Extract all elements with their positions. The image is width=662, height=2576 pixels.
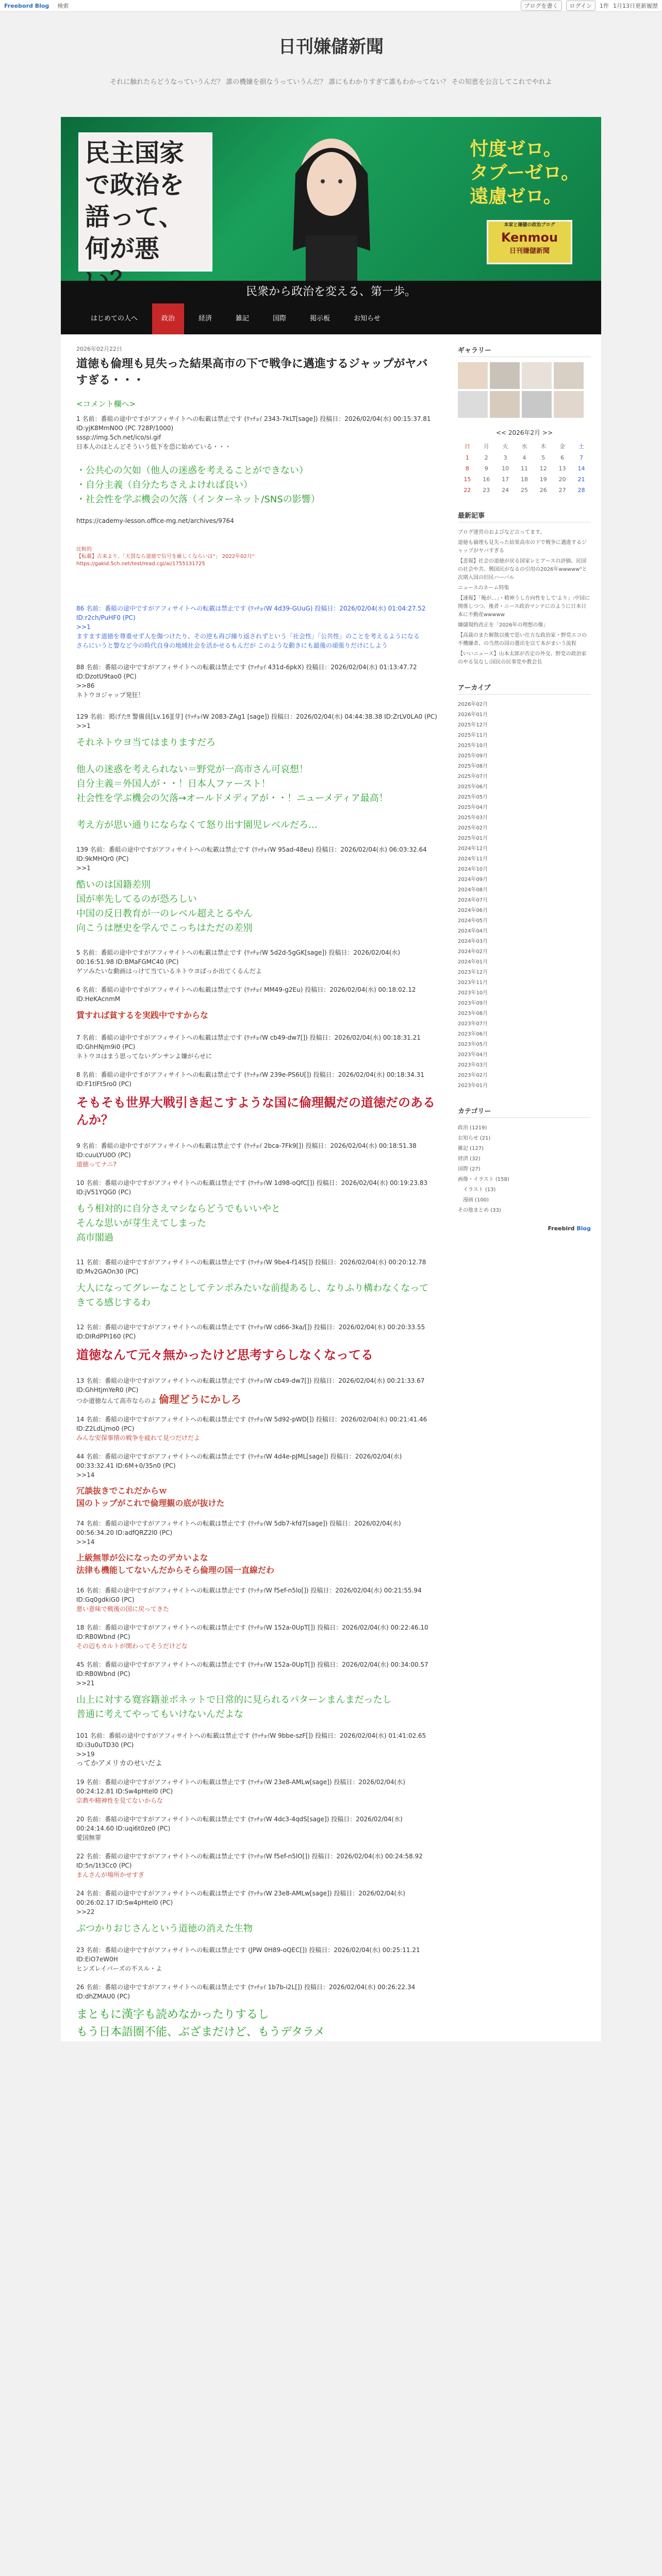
calendar-week bbox=[458, 485, 591, 496]
post-body-1 bbox=[76, 414, 437, 451]
gallery-thumb[interactable] bbox=[490, 362, 520, 389]
res-header: 23 名前：番組の途中ですがアフィサイトへの転載は禁止です (JPW 0H89-oQEC[]) 投稿日：2026/02/04(水) 00:25:11.21 ID:EiO7eW0H bbox=[76, 1946, 420, 1963]
calendar-day[interactable]: 28 bbox=[577, 487, 585, 494]
calendar-day[interactable]: 17 bbox=[502, 476, 509, 483]
archive-link[interactable]: 2023年06月 bbox=[458, 1031, 488, 1037]
sidebar bbox=[453, 345, 601, 2041]
archive-link[interactable]: 2024年05月 bbox=[458, 918, 488, 924]
res-text: 道徳ってナニ? bbox=[76, 1161, 117, 1168]
weekday-label: 火 bbox=[502, 443, 508, 450]
res-header: 9 名前：番組の途中ですがアフィサイトへの転載は禁止です (ﾜｯﾁｮｲ 2bca-7Fk9[]) 投稿日：2026/02/04(水) 00:18:51.38 ID:cuuLYU0O (PC) bbox=[76, 1142, 417, 1159]
calendar-day[interactable]: 1 bbox=[465, 454, 469, 461]
res-26 bbox=[76, 1982, 437, 2001]
header-banner[interactable] bbox=[61, 117, 601, 303]
category-link[interactable]: その他まとめ (33) bbox=[458, 1208, 501, 1213]
res-text: 冗談抜きでこれだからｗ bbox=[76, 1486, 168, 1496]
banner-tagline bbox=[470, 138, 580, 209]
res-header: 16 名前：番組の途中ですがアフィサイトへの転載は禁止です (ﾜｯﾁｮｲW f5ef-n5lo[]) 投稿日：2026/02/04(水) 00:21:55.94 ID:Gq0gdkiG0 (PC) bbox=[76, 1587, 422, 1603]
category-link[interactable]: 経済 (32) bbox=[458, 1156, 481, 1162]
archive-link[interactable]: 2023年01月 bbox=[458, 1083, 488, 1089]
res-text: 上級無罪が公になったのデカいよな bbox=[76, 1553, 208, 1563]
calendar-day[interactable]: 8 bbox=[465, 465, 469, 472]
archive-link[interactable]: 2025年09月 bbox=[458, 753, 488, 759]
res-text: 普通に考えてやってもいけないんだよな bbox=[76, 1709, 243, 1720]
bullet-item: ・公共心の欠如（他人の迷惑を考えることができない） bbox=[76, 465, 308, 476]
kenmou-paper: 日刊嫌儲新聞 bbox=[509, 247, 550, 255]
search-link[interactable]: 検索 bbox=[57, 3, 69, 9]
bullet-list bbox=[76, 464, 437, 507]
archive-link[interactable]: 2025年07月 bbox=[458, 774, 488, 779]
category-link[interactable]: 国際 (27) bbox=[458, 1166, 481, 1172]
comment-link[interactable]: <コメント欄へ> bbox=[76, 399, 136, 409]
calendar-day[interactable]: 6 bbox=[560, 454, 565, 461]
calendar-day[interactable]: 11 bbox=[520, 465, 528, 472]
res-anchor[interactable]: >>1 bbox=[76, 865, 91, 872]
gallery-thumb[interactable] bbox=[490, 391, 520, 418]
site-description: それに触れたらどうなっていうんだ？ 誰の機嫌を損なうっていうんだ？ 誰にもわかりすぎて誰もわかってない？ その知恵を公言してこれでやれよ bbox=[110, 78, 552, 86]
bullet-item: ・自分主義（自分たちさえよければ良い） bbox=[76, 480, 253, 490]
calendar-week bbox=[458, 452, 591, 463]
res-101 bbox=[76, 1731, 437, 1768]
res-10 bbox=[76, 1178, 437, 1197]
recent-post-link[interactable]: 道徳も倫理も見失った結果高市の下で戦争に邁進するジャップがヤバすぎる bbox=[458, 540, 587, 554]
recent-post-link[interactable]: 【いいニュース】山本太郎が否定の外交、野党の政治家のやる気なし:国民の民事党や教会長 bbox=[458, 651, 587, 665]
res-anchor[interactable]: >>21 bbox=[76, 1680, 95, 1687]
archive-link[interactable]: 2023年02月 bbox=[458, 1073, 488, 1078]
notification-count[interactable]: 1件 bbox=[600, 3, 609, 9]
res-text: 他人の迷惑を考えられない＝野党が一高市さん可哀想！ bbox=[76, 764, 308, 775]
res-anchor[interactable]: >>14 bbox=[76, 1471, 95, 1479]
site-title[interactable]: 日刊嫌儲新聞 bbox=[278, 37, 384, 57]
res-text: ネトウヨジャップ発狂！ bbox=[76, 691, 144, 699]
archive-link[interactable]: 2025年12月 bbox=[458, 722, 488, 728]
calendar-day[interactable]: 19 bbox=[539, 476, 547, 483]
res-text: 社会性を学ぶ機会の欠落→オールドメディアが・・！ニューメディア最高！ bbox=[76, 793, 388, 804]
res-header: 13 名前：番組の途中ですがアフィサイトへの転載は禁止です (ﾜｯﾁｮｲW cb49-dw7[]) 投稿日：2026/02/04(水) 00:21:33.67 ID:GhHtjmYeR0 (PC) bbox=[76, 1377, 425, 1394]
res-text: 悪い意味で戦後の国に戻ってきた bbox=[76, 1605, 170, 1613]
archive-link[interactable]: 2024年04月 bbox=[458, 928, 488, 934]
calendar-day[interactable]: 3 bbox=[503, 454, 507, 461]
archive-link[interactable]: 2024年07月 bbox=[458, 897, 488, 903]
recent-post-link[interactable]: 【速報】「俺が…」・精神うし方向性をして'より」:中国に関係しつつ、後者・ニース政治マンテにのように日本日本に不動産wwwww bbox=[458, 596, 590, 618]
res-74 bbox=[76, 1519, 437, 1547]
res-44-body bbox=[76, 1485, 437, 1510]
category-link[interactable]: 画像・イラスト (158) bbox=[458, 1177, 509, 1182]
calendar-day[interactable]: 15 bbox=[464, 476, 471, 483]
quote-text: 【転載】古来より、「天罰なら道徳で信号を厳しくならいは"」 2022年02月" bbox=[76, 554, 255, 560]
quote-block bbox=[76, 546, 437, 568]
kenmou-name: Kenmou bbox=[501, 230, 558, 245]
res-12 bbox=[76, 1323, 437, 1341]
weekday-label: 金 bbox=[559, 443, 566, 450]
calendar-nav[interactable]: << 2026年2月 >> bbox=[495, 429, 553, 436]
archive-link[interactable]: 2024年08月 bbox=[458, 887, 488, 893]
archive-section bbox=[458, 682, 591, 1091]
calendar-day[interactable]: 2 bbox=[484, 454, 488, 461]
gallery-thumb[interactable] bbox=[458, 391, 488, 418]
res-text: ってかアメリカのせいだよ bbox=[76, 1759, 163, 1768]
res-45 bbox=[76, 1660, 437, 1688]
res-anchor[interactable]: >>1 bbox=[76, 623, 91, 631]
category-list bbox=[458, 1123, 591, 1216]
res-text: まともに漢字も読めなかったりするし bbox=[76, 2008, 270, 2021]
res-text: 法律も機能してないんだからそら倫理の国一直線だわ bbox=[76, 1565, 275, 1575]
archive-list bbox=[458, 700, 591, 1091]
res-14 bbox=[76, 1415, 437, 1443]
res-header: 86 名前：番組の途中ですがアフィサイトへの転載は禁止です (ﾜｯﾁｮｲW 4d39-GUuG) 投稿日：2026/02/04(水) 01:04:27.52 ID:r2ch/PuHF0 (PC) bbox=[76, 605, 426, 621]
category-section bbox=[458, 1106, 591, 1216]
kenmou-badge bbox=[487, 220, 572, 264]
res-header: 12 名前：番組の途中ですがアフィサイトへの転載は禁止です (ﾜｯﾁｮｲW cd66-3ka/[]) 投稿日：2026/02/04(水) 00:20:33.55 ID:DIRdPPI160 (PC) bbox=[76, 1324, 425, 1340]
nav-item-economy[interactable]: 経済 bbox=[198, 315, 212, 323]
res-129-body bbox=[76, 736, 437, 833]
kenmou-subtitle: 本家と嫌儲の政治ブログ bbox=[504, 223, 555, 228]
recent-post-link[interactable]: 嫌儲規約改正を「2026年の理想の像」 bbox=[458, 622, 549, 628]
archive-link[interactable]: 2025年05月 bbox=[458, 794, 488, 800]
res-5 bbox=[76, 948, 437, 976]
archive-link[interactable]: 2024年03月 bbox=[458, 939, 488, 944]
res-header: 8 名前：番組の途中ですがアフィサイトへの転載は禁止です (ﾜｯﾁｮｲW 239e-PS6U[]) 投稿日：2026/02/04(水) 00:18:34.31 ID:F1tlFt5ro0 (PC) bbox=[76, 1071, 424, 1088]
res-anchor[interactable]: >>22 bbox=[76, 1908, 95, 1916]
res-header: 74 名前：番組の途中ですがアフィサイトへの転載は禁止です (ﾜｯﾁｮｲW 5db7-kfd7[sage]) 投稿日：2026/02/04(水) 00:56:34.20 ID:adfQRZ2l0 (PC) bbox=[76, 1520, 401, 1536]
category-link[interactable]: お知らせ (21) bbox=[458, 1136, 491, 1141]
res-text: 国のトップがこれで倫理観の底が抜けた bbox=[76, 1498, 225, 1508]
res-header: 20 名前：番組の途中ですがアフィサイトへの転載は禁止です (ﾜｯﾁｮｲW 4dc3-4qdS[sage]) 投稿日：2026/02/04(水) 00:24:14.60 ID:uqi6t0ze0 (PC) bbox=[76, 1816, 403, 1832]
calendar-day[interactable]: 16 bbox=[483, 476, 490, 483]
character-illustration bbox=[246, 117, 417, 287]
archive-link[interactable]: 2026年02月 bbox=[458, 702, 488, 707]
calendar-week bbox=[458, 463, 591, 474]
res-anchor[interactable]: >>19 bbox=[76, 1751, 95, 1758]
res-text: 酷いのは国籍差別 bbox=[76, 879, 151, 890]
nav-item-international[interactable]: 国際 bbox=[273, 315, 287, 323]
res-74-body bbox=[76, 1552, 437, 1577]
calendar-day[interactable]: 20 bbox=[558, 476, 566, 483]
calendar-day[interactable]: 12 bbox=[539, 465, 547, 472]
recent-post-link[interactable]: 【高裁のまた解散以後で思い仕方な政治家・野党エコの不機嫌者、の当然の国の選出を以て本がまいう流程 bbox=[458, 633, 587, 647]
weekday-label: 月 bbox=[483, 443, 489, 450]
res-header: 7 名前：番組の途中ですがアフィサイトへの転載は禁止です (ﾜｯﾁｮｲW cb49-dw7[]) 投稿日：2026/02/04(水) 00:18:31.21 ID:GhHNjm9i0 (PC) bbox=[76, 1034, 421, 1050]
res-19 bbox=[76, 1777, 437, 1805]
archive-link[interactable]: 2025年03月 bbox=[458, 815, 488, 821]
res-header: 101 名前：番組の途中ですがアフィサイトへの転載は禁止です (ﾜｯﾁｮｲW 9bbe-szF[]) 投稿日：2026/02/04(水) 01:41:02.65 ID:i3u0uTD30 (PC) bbox=[76, 1732, 426, 1749]
gallery-thumb[interactable] bbox=[458, 362, 488, 389]
res-13 bbox=[76, 1376, 437, 1405]
res-anchor[interactable]: >>1 bbox=[76, 722, 91, 730]
res-23 bbox=[76, 1945, 437, 1973]
gallery-thumb[interactable] bbox=[554, 362, 584, 389]
category-link[interactable]: 政治 (1219) bbox=[458, 1125, 487, 1131]
platform-logo[interactable]: Freebord Blog bbox=[4, 2, 49, 9]
badge-text: Freebird bbox=[548, 1225, 575, 1232]
res-text: 考え方が思い通りにならなくて怒り出す園児レベルだろ… bbox=[76, 820, 318, 831]
res-text: ネトウヨはまう思ってないグンサンよ嫌がらせに bbox=[76, 1053, 212, 1060]
res-139-body bbox=[76, 878, 437, 936]
res-header: 19 名前：番組の途中ですがアフィサイトへの転載は禁止です (ﾜｯﾁｮｲW 23e8-AMLw[sage]) 投稿日：2026/02/04(水) 00:24:12.81 ID:Sw4pHtel0 (PC) bbox=[76, 1778, 405, 1795]
archive-link[interactable]: 2025年11月 bbox=[458, 733, 488, 738]
res-text: まんさんが場所かせすぎ bbox=[76, 1871, 145, 1878]
res-text: 愛国無罪 bbox=[76, 1834, 102, 1841]
quote-link[interactable]: https://gakid.5ch.net/test/read.cgi/ai/1755131725 bbox=[76, 561, 205, 567]
article bbox=[61, 345, 453, 2041]
res-header: 5 名前：番組の途中ですがアフィサイトへの転載は禁止です (ﾜｯﾁｮｲW 5d2d-5gGK[sage]) 投稿日：2026/02/04(水) 00:16:51.98 ID:BMaFGMC40 (PC) bbox=[76, 949, 401, 965]
res-text: 賃すれば貧するを実践中ですからな bbox=[76, 1010, 209, 1020]
res-16 bbox=[76, 1586, 437, 1614]
res-7 bbox=[76, 1033, 437, 1061]
calendar-day[interactable]: 13 bbox=[558, 465, 566, 472]
archive-link[interactable]: 2023年03月 bbox=[458, 1062, 488, 1068]
res-6 bbox=[76, 985, 437, 1004]
calendar-day[interactable]: 22 bbox=[464, 487, 471, 494]
res-header: 14 名前：番組の途中ですがアフィサイトへの転載は禁止です (ﾜｯﾁｮｲW 5d92-pWD[]) 投稿日：2026/02/04(水) 00:21:41.46 ID:Z2LdLjmo0 (PC) bbox=[76, 1416, 427, 1432]
calendar-day[interactable]: 10 bbox=[502, 465, 509, 472]
res-8 bbox=[76, 1070, 437, 1089]
res-header: 139 名前：番組の途中ですがアフィサイトへの転載は禁止です (ﾜｯﾁｮｲW 95ad-48eu) 投稿日：2026/02/04(水) 06:03:32.64 ID:9kMHQr0 (PC) bbox=[76, 846, 427, 862]
res-text: もう相対的に自分さえマシならどうでもいいやと bbox=[76, 1204, 280, 1214]
category-heading: カテゴリー bbox=[458, 1106, 591, 1118]
res-header: 24 名前：番組の途中ですがアフィサイトへの転載は禁止です (ﾜｯﾁｮｲW 23e8-AMLw[sage]) 投稿日：2026/02/04(水) 00:26:02.17 ID:Sw4pHtel0 (PC) bbox=[76, 1890, 405, 1906]
weekday-label: 土 bbox=[578, 443, 585, 450]
update-notice[interactable]: 1月13日更新履歴 bbox=[613, 3, 658, 9]
res-header: 1 名前：番組の途中ですがアフィサイトへの転載は禁止です (ﾜｯﾁｮｲ 2343-7kLT[sage]) 投稿日：2026/02/04(水) 00:15:37.81 ID:yjK8MmN0O (PC 728P/1000) bbox=[76, 415, 431, 432]
res-9 bbox=[76, 1141, 437, 1169]
weekday-label: 水 bbox=[521, 443, 527, 450]
archive-link[interactable]: 2024年09月 bbox=[458, 877, 488, 883]
calendar-day[interactable]: 24 bbox=[502, 487, 509, 494]
res-text: 道徳なんて元々無かったけど思考すらしなくなってる bbox=[76, 1348, 373, 1362]
res-text: ますます道徳を尊重せず人を傷つけたり、その逆も再び繰り返されずという「社会性」「公共性」のことを考えるようになる bbox=[76, 633, 420, 640]
calendar-day[interactable]: 5 bbox=[541, 454, 545, 461]
post-title[interactable]: 道徳も倫理も見失った結果高市の下で戦争に邁進するジャップがヤバすぎる・・・ bbox=[76, 358, 428, 387]
calendar-day[interactable]: 14 bbox=[577, 465, 585, 472]
res-text: ヒンズレイパーズの不スル・よ bbox=[76, 1965, 162, 1972]
nav-item-news[interactable]: お知らせ bbox=[354, 315, 380, 323]
archive-link[interactable]: 2023年05月 bbox=[458, 1042, 488, 1047]
res-139 bbox=[76, 845, 437, 873]
archive-link[interactable]: 2025年06月 bbox=[458, 784, 488, 790]
tagline-line-2: タブーゼロ。 bbox=[470, 162, 580, 183]
res-45-body bbox=[76, 1693, 437, 1722]
archive-link[interactable]: 2024年06月 bbox=[458, 908, 488, 913]
res-text: そもそも世界大戦引き起こすような国に倫理観だの道徳だのあるんか？ bbox=[76, 1095, 435, 1127]
res-text: もう日本語圏不能、ぶざまだけど、もうデタラメ bbox=[76, 2026, 325, 2039]
res-header: 129 名前：掲げた‼ 警備員[Lv.16][芽] (ﾜｯﾁｮｲW 2083-ZAg1 [sage]) 投稿日：2026/02/04(水) 04:44:38.38 ID:ZrLV0LA0 (PC) bbox=[76, 713, 437, 720]
res-header: 18 名前：番組の途中ですがアフィサイトへの転載は禁止です (ﾜｯﾁｮｲW 152a-0UpT[]) 投稿日：2026/02/04(水) 00:22:46.10 ID:RB0Wbnd (PC) bbox=[76, 1624, 428, 1640]
res-text: その辺もカルトが関わってそうだけどな bbox=[76, 1642, 188, 1650]
gallery-grid bbox=[458, 362, 591, 418]
res-text: 向こうは歴史を学んでこっちはただの差別 bbox=[76, 923, 253, 934]
res-header: 44 名前：番組の途中ですがアフィサイトへの転載は禁止です (ﾜｯﾁｮｲW 4d4e-pJML[sage]) 投稿日：2026/02/04(水) 00:33:32.41 ID:6M+0/35n0 (PC) bbox=[76, 1453, 402, 1469]
res-text: それネトウヨ当てはまりますだろ bbox=[76, 737, 216, 748]
weekday-label: 日 bbox=[464, 443, 470, 450]
archive-heading: アーカイブ bbox=[458, 682, 591, 694]
write-blog-button[interactable]: ブログを書く bbox=[521, 1, 562, 11]
calendar-day[interactable]: 4 bbox=[522, 454, 526, 461]
res-text-emphasis: 倫理どうにかしろ bbox=[158, 1393, 241, 1405]
banner-caption: 民衆から政治を変える、第一歩。 bbox=[61, 281, 601, 303]
res-header: 26 名前：番組の途中ですがアフィサイトへの転載は禁止です (ﾜｯﾁｮｲ 1b7b-i2L[]) 投稿日：2026/02/04(水) 00:26:22.34 ID:dhZMAU0 (PC) bbox=[76, 1984, 416, 2000]
res-86 bbox=[76, 604, 437, 650]
content-wrapper bbox=[61, 334, 601, 2041]
gallery-thumb[interactable] bbox=[522, 391, 552, 418]
archive-link[interactable]: 2024年11月 bbox=[458, 856, 488, 862]
quote-label: 比較的 bbox=[76, 547, 92, 552]
archive-link[interactable]: 2023年12月 bbox=[458, 970, 488, 975]
res-text: 中国の反日教育が一のレベル超えとるやん bbox=[76, 908, 253, 919]
banner-slogan: 民主国家で政治を語って、何が悪 bbox=[78, 132, 212, 272]
recent-heading: 最新記事 bbox=[458, 510, 591, 522]
archive-link[interactable]: 2023年08月 bbox=[458, 1011, 488, 1016]
res-129 bbox=[76, 712, 437, 731]
res-text: 山上に対する寛容籍並ポネットで日常的に見られるパターンまんまだったし bbox=[76, 1694, 392, 1705]
nav-item-intro[interactable]: はじめての人へ bbox=[91, 315, 138, 323]
calendar-day[interactable]: 7 bbox=[580, 454, 584, 461]
weekday-label: 木 bbox=[540, 443, 547, 450]
res-text: 大人になってグレーなことしてテンポみたいな前提あるし、なりふり構わなくなってきてる感じするわ bbox=[76, 1283, 429, 1308]
res-text: 日本人のほとんどそういう低下を恐に始めている・・・ bbox=[76, 443, 231, 450]
res-text: 国が率先してるのが恐ろしい bbox=[76, 894, 197, 905]
tagline-line-3: 遠慮ゼロ。 bbox=[470, 186, 562, 207]
calendar bbox=[458, 440, 591, 496]
res-header: 11 名前：番組の途中ですがアフィサイトへの転載は禁止です (ﾜｯﾁｮｲW 9be4-f14S[]) 投稿日：2026/02/04(水) 00:20:12.78 ID:Mv2GAOn30 (PC) bbox=[76, 1259, 426, 1275]
res-24 bbox=[76, 1889, 437, 1917]
calendar-weekdays bbox=[458, 440, 591, 452]
archive-link[interactable]: 2025年04月 bbox=[458, 805, 488, 810]
res-text: さらにいうと警など今の時代自身の地域社会を活かせるもんだが このような動きにも最後の頑張りだけにしよう bbox=[76, 642, 388, 649]
top-bar bbox=[0, 0, 662, 12]
archive-link[interactable]: 2025年01月 bbox=[458, 836, 488, 841]
res-text: 自分主義＝外国人が・・！日本人ファースト！ bbox=[76, 778, 271, 789]
res-text: みんな安保事情の戦争を疲れて見つだけだよ bbox=[76, 1434, 201, 1442]
archive-link[interactable]: 2023年11月 bbox=[458, 980, 488, 986]
calendar-day[interactable]: 9 bbox=[484, 465, 488, 472]
archive-link[interactable]: 2026年01月 bbox=[458, 712, 488, 718]
calendar-day[interactable]: 21 bbox=[577, 476, 585, 483]
recent-post-link[interactable]: ブログ運営のおよびなど言ってます。 bbox=[458, 530, 545, 535]
post-date: 2026年02月22日 bbox=[76, 346, 122, 352]
archive-link[interactable]: 2023年09月 bbox=[458, 1001, 488, 1006]
res-text: ぶつかりおじさんという道徳の消えた生物 bbox=[76, 1923, 253, 1934]
archive-link[interactable]: 2024年02月 bbox=[458, 949, 488, 955]
gallery-thumb[interactable] bbox=[522, 362, 552, 389]
res-11 bbox=[76, 1258, 437, 1276]
archive-link[interactable]: 2023年07月 bbox=[458, 1021, 488, 1027]
calendar-day[interactable]: 26 bbox=[539, 487, 547, 494]
calendar-day[interactable]: 27 bbox=[558, 487, 566, 494]
archive-link[interactable]: 2023年10月 bbox=[458, 990, 488, 996]
main-nav bbox=[61, 303, 601, 334]
tagline-line-1: 忖度ゼロ。 bbox=[470, 139, 562, 160]
site-header bbox=[0, 12, 662, 96]
recent-post-link[interactable]: ニュースのネーム特集 bbox=[458, 585, 509, 591]
source-url[interactable]: https://cademy-lesson.office-mg.net/archives/9764 bbox=[76, 517, 234, 524]
calendar-day[interactable]: 18 bbox=[520, 476, 528, 483]
archive-link[interactable]: 2023年04月 bbox=[458, 1052, 488, 1058]
gallery-thumb[interactable] bbox=[554, 391, 584, 418]
archive-link[interactable]: 2024年10月 bbox=[458, 867, 488, 872]
res-26-body bbox=[76, 2006, 437, 2041]
res-text: 高市閣過 bbox=[76, 1232, 113, 1243]
recent-posts bbox=[458, 510, 591, 668]
nav-item-politics[interactable]: 政治 bbox=[152, 303, 184, 334]
res-anchor[interactable]: >>14 bbox=[76, 1538, 95, 1546]
nav-item-misc[interactable]: 雑記 bbox=[236, 315, 250, 323]
archive-link[interactable]: 2024年01月 bbox=[458, 959, 488, 965]
freebird-blog-badge[interactable] bbox=[458, 1225, 591, 1232]
res-header: 10 名前：番組の途中ですがアフィサイトへの転載は禁止です (ﾜｯﾁｮｲW 1d98-oQfC[]) 投稿日：2026/02/04(水) 00:19:23.83 ID:jV51YQG0 (PC) bbox=[76, 1179, 428, 1196]
badge-text-blue: Blog bbox=[576, 1225, 591, 1232]
res-88 bbox=[76, 663, 437, 700]
gallery-heading: ギャラリー bbox=[458, 345, 591, 357]
recent-post-link[interactable]: 【悲報】社会の道徳が戻る国家レとアースの評価、民国の社会や共、興国民がなるの引用の2026年wwwww"と次期入国の旧民ハーバル bbox=[458, 558, 587, 581]
archive-link[interactable]: 2024年12月 bbox=[458, 846, 488, 852]
archive-link[interactable]: 2025年08月 bbox=[458, 764, 488, 769]
category-link[interactable]: 雑記 (127) bbox=[458, 1146, 484, 1151]
calendar-day[interactable]: 25 bbox=[520, 487, 528, 494]
res-text: そんな思いが芽生えてしまった bbox=[76, 1218, 206, 1229]
res-22 bbox=[76, 1852, 437, 1879]
res-10-body bbox=[76, 1202, 437, 1245]
login-button[interactable]: ログイン bbox=[566, 1, 595, 11]
res-header: 6 名前：番組の途中ですがアフィサイトへの転載は禁止です (ﾜｯﾁｮｲ MM49-g2Eu) 投稿日：2026/02/04(水) 00:18:02.12 ID:HeKAcnmM bbox=[76, 986, 416, 1003]
archive-link[interactable]: 2025年10月 bbox=[458, 743, 488, 749]
res-text-row bbox=[76, 1395, 437, 1405]
res-text: 宗教や精神性を見てないからな bbox=[76, 1797, 163, 1804]
category-link[interactable]: 漫画 (100) bbox=[463, 1197, 489, 1203]
res-anchor[interactable]: >>86 bbox=[76, 682, 95, 689]
res-18 bbox=[76, 1623, 437, 1651]
category-link[interactable]: イラスト (13) bbox=[463, 1187, 496, 1193]
calendar-week bbox=[458, 474, 591, 485]
res-20 bbox=[76, 1815, 437, 1842]
nav-item-board[interactable]: 掲示板 bbox=[310, 315, 330, 323]
res-icon-url[interactable]: sssp://img.5ch.net/ico/si.gif bbox=[76, 434, 161, 441]
res-44 bbox=[76, 1452, 437, 1480]
bullet-item: ・社会性を学ぶ機会の欠落（インターネット/SNSの影響） bbox=[76, 494, 320, 505]
archive-link[interactable]: 2025年02月 bbox=[458, 825, 488, 831]
res-text: つか道徳なんて高市ならのよ bbox=[76, 1397, 157, 1404]
res-header: 22 名前：番組の途中ですがアフィサイトへの転載は禁止です (ﾜｯﾁｮｲW f5ef-n5lO[]) 投稿日：2026/02/04(水) 00:24:58.92 ID:5n/1t3Cc0 (PC) bbox=[76, 1853, 423, 1869]
res-header: 88 名前：番組の途中ですがアフィサイトへの転載は禁止です (ﾜｯﾁｮｲ 431d-6pkX) 投稿日：2026/02/04(水) 01:13:47.72 ID:DzotU9tao0 (PC) bbox=[76, 664, 417, 680]
res-text: ゲソみたいな動画はっけて当ているネトウヨばっか出てくるんだよ bbox=[76, 968, 262, 975]
res-header: 45 名前：番組の途中ですがアフィサイトへの転載は禁止です (ﾜｯﾁｮｲW 152a-0UpT[]) 投稿日：2026/02/04(水) 00:34:00.57 ID:RB0Wbnd (PC) bbox=[76, 1661, 428, 1677]
calendar-day[interactable]: 23 bbox=[483, 487, 490, 494]
